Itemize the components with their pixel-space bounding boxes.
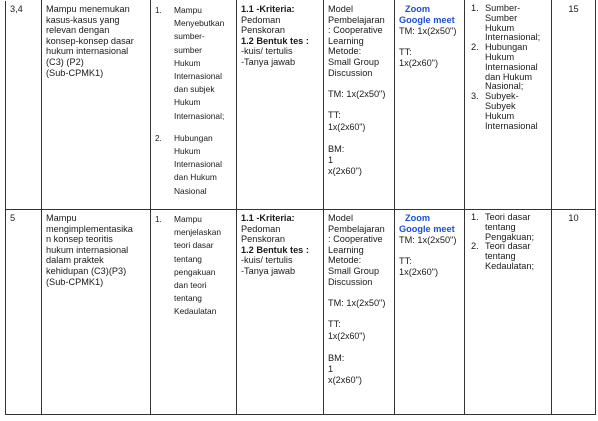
text-line: Pedoman (241, 14, 281, 25)
text-line: sumber (174, 44, 202, 55)
criteria-heading: 1.1 -Kriteria: (241, 213, 295, 223)
cell-references (465, 210, 552, 415)
indicator-item (155, 213, 232, 319)
reference-list (469, 4, 547, 131)
reference-number: 1. (471, 212, 479, 222)
text-line: Mampu (174, 214, 202, 224)
zoom-label: Zoom (405, 213, 431, 223)
google-meet-label: Google meet (399, 224, 455, 234)
text-line: Discussion (328, 67, 373, 78)
bm-count: 1 (328, 154, 334, 165)
text-line: menjelaskan (174, 227, 222, 238)
spacer (399, 37, 460, 48)
indicator-list (155, 213, 232, 319)
text-line: Internasional (174, 71, 222, 82)
reference-item (469, 43, 547, 92)
tm-value: TM: 1x(2x50") (328, 88, 386, 99)
text-line: Hukum (174, 57, 201, 68)
text-line: Mampu (174, 5, 202, 15)
table-row (6, 210, 596, 415)
bm-label: BM: (328, 144, 345, 155)
cell-ability (42, 1, 151, 210)
tm-value: TM: 1x(2x50") (399, 235, 457, 245)
text-line: Internasional (485, 61, 538, 72)
reference-number: 2. (471, 241, 479, 252)
text-line: Teori dasar (485, 241, 531, 252)
text-line: Small Group (328, 265, 380, 276)
text-line: hukum internasional (46, 46, 129, 57)
spacer (328, 78, 390, 89)
cell-number: 5 (6, 210, 42, 415)
cell-indicator (151, 210, 237, 415)
rps-table (5, 0, 596, 415)
text-line: Kedaulatan; (485, 260, 535, 271)
zoom-label: Zoom (405, 4, 431, 14)
text-line: dan teori (174, 280, 207, 291)
cell-ability (42, 210, 151, 415)
text-line: Menyebutkan (174, 18, 225, 29)
text-line: Mampu (46, 213, 77, 223)
reference-item (469, 92, 547, 131)
text-line: mengimplementasika (46, 223, 133, 234)
text-line: sumber- (174, 31, 205, 42)
reference-number: 3. (471, 91, 479, 102)
text-line: Penskoran (241, 25, 285, 36)
text-line: n konsep teoritis (46, 234, 113, 245)
text-line: dan Hukum (485, 71, 532, 82)
table-row (6, 1, 596, 210)
indicator-number: 2. (155, 133, 162, 143)
text-line: -Tanya jawab (241, 265, 296, 276)
tt-value: 1x(2x60") (399, 57, 439, 68)
text-line: Metode: (328, 255, 362, 266)
text-line: Sumber- (485, 3, 521, 13)
tt-label: TT: (328, 109, 341, 120)
cell-method-online (395, 1, 465, 210)
cell-number: 3,4 (6, 1, 42, 210)
text-line: dalam praktek (46, 255, 104, 266)
text-line: tentang (485, 221, 516, 232)
tm-value: TM: 1x(2x50") (328, 297, 386, 308)
text-line: konsep-konsep dasar (46, 35, 134, 46)
indicator-number: 1. (155, 215, 162, 224)
text-line: kehidupan (C3)(P3) (46, 265, 127, 276)
text-line: Teori dasar (485, 212, 531, 222)
text-line: Learning (328, 35, 364, 46)
text-line: teori dasar (174, 240, 214, 251)
text-line: Internasional; (174, 110, 225, 121)
text-line: tentang (485, 251, 516, 262)
text-line: (Sub-CPMK1) (46, 67, 104, 78)
tt-value: 1x(2x60") (399, 266, 439, 277)
text-line: tentang (174, 253, 202, 264)
test-form-heading: 1.2 Bentuk tes : (241, 35, 309, 46)
bm-count: 1 (328, 363, 334, 374)
bm-label: BM: (328, 353, 345, 364)
reference-number: 2. (471, 42, 479, 53)
text-line: Internasional; (485, 32, 541, 43)
text-line: Internasional (485, 120, 538, 131)
cell-weight: 10 (552, 210, 596, 415)
spacer (328, 308, 390, 319)
text-line: relevan dengan (46, 25, 110, 36)
spacer (328, 287, 390, 298)
text-line: Pembelajaran (328, 14, 385, 25)
bm-value: x(2x60") (328, 165, 362, 176)
cell-method-offline (324, 210, 395, 415)
bm-value: x(2x60") (328, 374, 362, 385)
text-line: Subyek-Subyek (485, 91, 519, 111)
text-line: Kedaulatan (174, 306, 217, 317)
cell-method-offline (324, 1, 395, 210)
text-line: : Cooperative (328, 234, 383, 245)
indicator-item (155, 4, 232, 123)
tt-label: TT: (328, 318, 341, 329)
spacer (328, 99, 390, 110)
indicator-item (155, 132, 232, 198)
text-line: (C3) (P2) (46, 56, 84, 67)
text-line: dan Hukum (174, 172, 217, 183)
text-line: Hukum (485, 51, 515, 62)
cell-method-online (395, 210, 465, 415)
indicator-number: 1. (155, 6, 162, 15)
text-line: Hukum (174, 146, 201, 157)
text-line: Pembelajaran (328, 223, 385, 234)
text-line: Hubungan (174, 132, 213, 143)
text-line: dan subjek (174, 84, 215, 95)
reference-item (469, 213, 547, 242)
text-line: Small Group (328, 56, 380, 67)
text-line: Learning (328, 244, 364, 255)
text-line: hukum internasional (46, 244, 129, 255)
spacer (328, 134, 390, 145)
text-line: Nasional; (485, 81, 524, 92)
text-line: pengakuan (174, 266, 216, 277)
tt-value: 1x(2x60") (328, 121, 366, 132)
text-line: Sumber (485, 12, 518, 23)
text-line: Hukum (485, 22, 515, 33)
text-line: (Sub-CPMK1) (46, 276, 104, 287)
text-line: -kuis/ tertulis (241, 46, 293, 57)
text-line: Nasional (174, 185, 207, 196)
spacer (328, 343, 390, 354)
test-form-heading: 1.2 Bentuk tes : (241, 244, 309, 255)
text-line: -Tanya jawab (241, 56, 296, 67)
text-line: Hukum (174, 97, 201, 108)
cell-assessment (237, 210, 324, 415)
text-line: tentang (174, 293, 202, 304)
reference-number: 1. (471, 3, 479, 13)
tt-value: 1x(2x60") (328, 330, 366, 341)
cell-references (465, 1, 552, 210)
cell-indicator (151, 1, 237, 210)
text-line: Penskoran (241, 234, 285, 245)
text-line: Model (328, 4, 354, 14)
text-line: Model (328, 213, 354, 223)
cell-weight: 15 (552, 1, 596, 210)
tt-label: TT: (399, 256, 412, 267)
spacer (399, 246, 460, 257)
text-line: Hubungan (485, 42, 528, 53)
text-line: Metode: (328, 46, 362, 57)
text-line: Pengakuan; (485, 231, 535, 242)
reference-item (469, 4, 547, 43)
indicator-list (155, 4, 232, 198)
text-line: : Cooperative (328, 25, 383, 36)
text-line: -kuis/ tertulis (241, 255, 293, 266)
reference-item (469, 242, 547, 271)
cell-assessment (237, 1, 324, 210)
text-line: kasus-kasus yang (46, 14, 120, 25)
criteria-heading: 1.1 -Kriteria: (241, 4, 295, 14)
google-meet-label: Google meet (399, 15, 455, 25)
text-line: Pedoman (241, 223, 281, 234)
tt-label: TT: (399, 47, 412, 58)
tm-value: TM: 1x(2x50") (399, 26, 457, 36)
text-line: Mampu menemukan (46, 4, 130, 14)
text-line: Discussion (328, 276, 373, 287)
text-line: Hukum (485, 110, 515, 121)
reference-list (469, 213, 547, 272)
text-line: Internasional (174, 159, 222, 170)
